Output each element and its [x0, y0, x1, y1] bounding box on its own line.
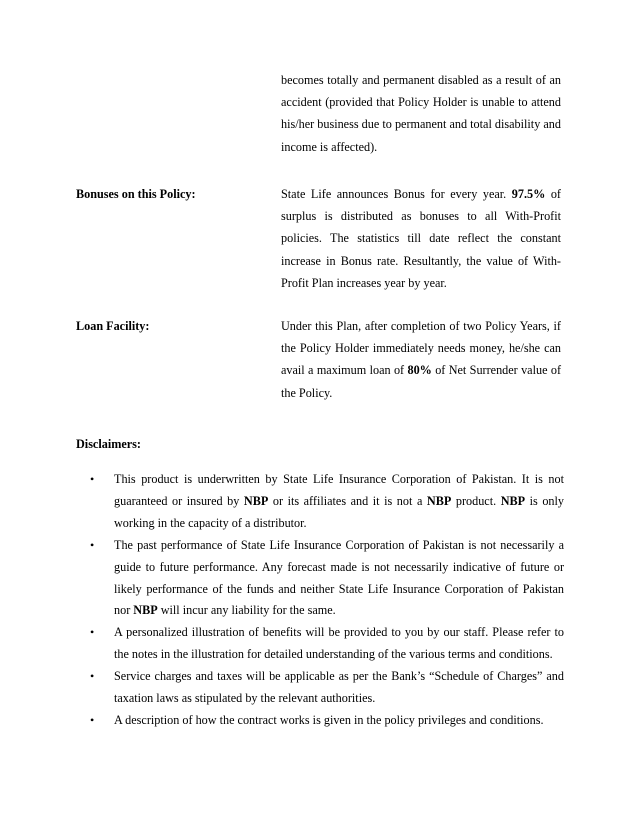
nbp-bold: NBP [133, 603, 158, 618]
bonuses-paragraph [281, 183, 561, 294]
disclaimer-item [80, 469, 564, 535]
disclaimers-list [80, 469, 564, 732]
loan-facility-label: Loan Facility: [76, 319, 150, 333]
bullet-icon: • [90, 537, 95, 552]
bonuses-text [281, 183, 561, 294]
bullet-icon: • [90, 712, 95, 727]
disclaimer-item [80, 666, 564, 710]
disclaimer-text: The past performance of State Life Insurance Corporation of Pakistan is not necessarily a guide to future performance. Any forecast made is not necessarily indicative of future or likely performance of the funds and neither State Life Insurance Corporation of Pakistan nor NBP will incur any liability for the same. [114, 537, 564, 618]
bonuses-label: Bonuses on this Policy: [76, 187, 196, 201]
loan-text-after: of Net Surrender value of the Policy. [281, 363, 561, 400]
nbp-bold: NBP [243, 493, 269, 508]
disclaimers-heading: Disclaimers: [76, 437, 141, 451]
disclaimer-item [80, 710, 564, 732]
nbp-bold: NBP [426, 493, 452, 508]
disclaimer-text: Service charges and taxes will be applicable as per the Bank’s “Schedule of Charges” and taxation laws as stipulated by the relevant authorities. [114, 669, 564, 706]
bonuses-text-before: State Life announces Bonus for every year. [281, 187, 512, 201]
disclaimer-text: This product is underwritten by State Life Insurance Corporation of Pakistan. It is not guaranteed or insured by NBP or its affiliates and it is not a NBP product. NBP is only working in the capacity of a distributor. [114, 472, 564, 530]
disclaimer-item [80, 622, 564, 666]
loan-percentage-highlight: 80% [407, 363, 432, 378]
bullet-icon: • [90, 669, 95, 684]
bullet-icon: • [90, 472, 95, 486]
disclaimer-text: A personalized illustration of benefits will be provided to you by our staff. Please refer to the notes in the illustration for detailed understanding of the various terms and conditions. [114, 625, 564, 662]
nbp-bold: NBP [500, 493, 526, 508]
continuation-paragraph [281, 69, 561, 158]
bonuses-text-after: of surplus is distributed as bonuses to all With-Profit policies. The statistics till date reflect the constant increase in Bonus rate. Resultantly, the value of With-Profit Plan increases year by year. [281, 187, 561, 290]
disclaimer-item [80, 535, 564, 623]
loan-facility-paragraph [281, 315, 561, 404]
loan-facility-text [281, 315, 561, 404]
continuation-text: becomes totally and permanent disabled as a result of an accident (provided that Policy Holder is unable to attend his/her business due to permanent and total disability and income is affected). [281, 73, 561, 154]
bonus-rate-highlight: 97.5% [511, 187, 546, 201]
loan-text-before: Under this Plan, after completion of two Policy Years, if the Policy Holder immediately needs money, he/she can avail a maximum loan of [281, 319, 561, 378]
disclaimer-text: A description of how the contract works is given in the policy privileges and conditions. [114, 712, 544, 727]
bullet-icon: • [90, 625, 95, 640]
